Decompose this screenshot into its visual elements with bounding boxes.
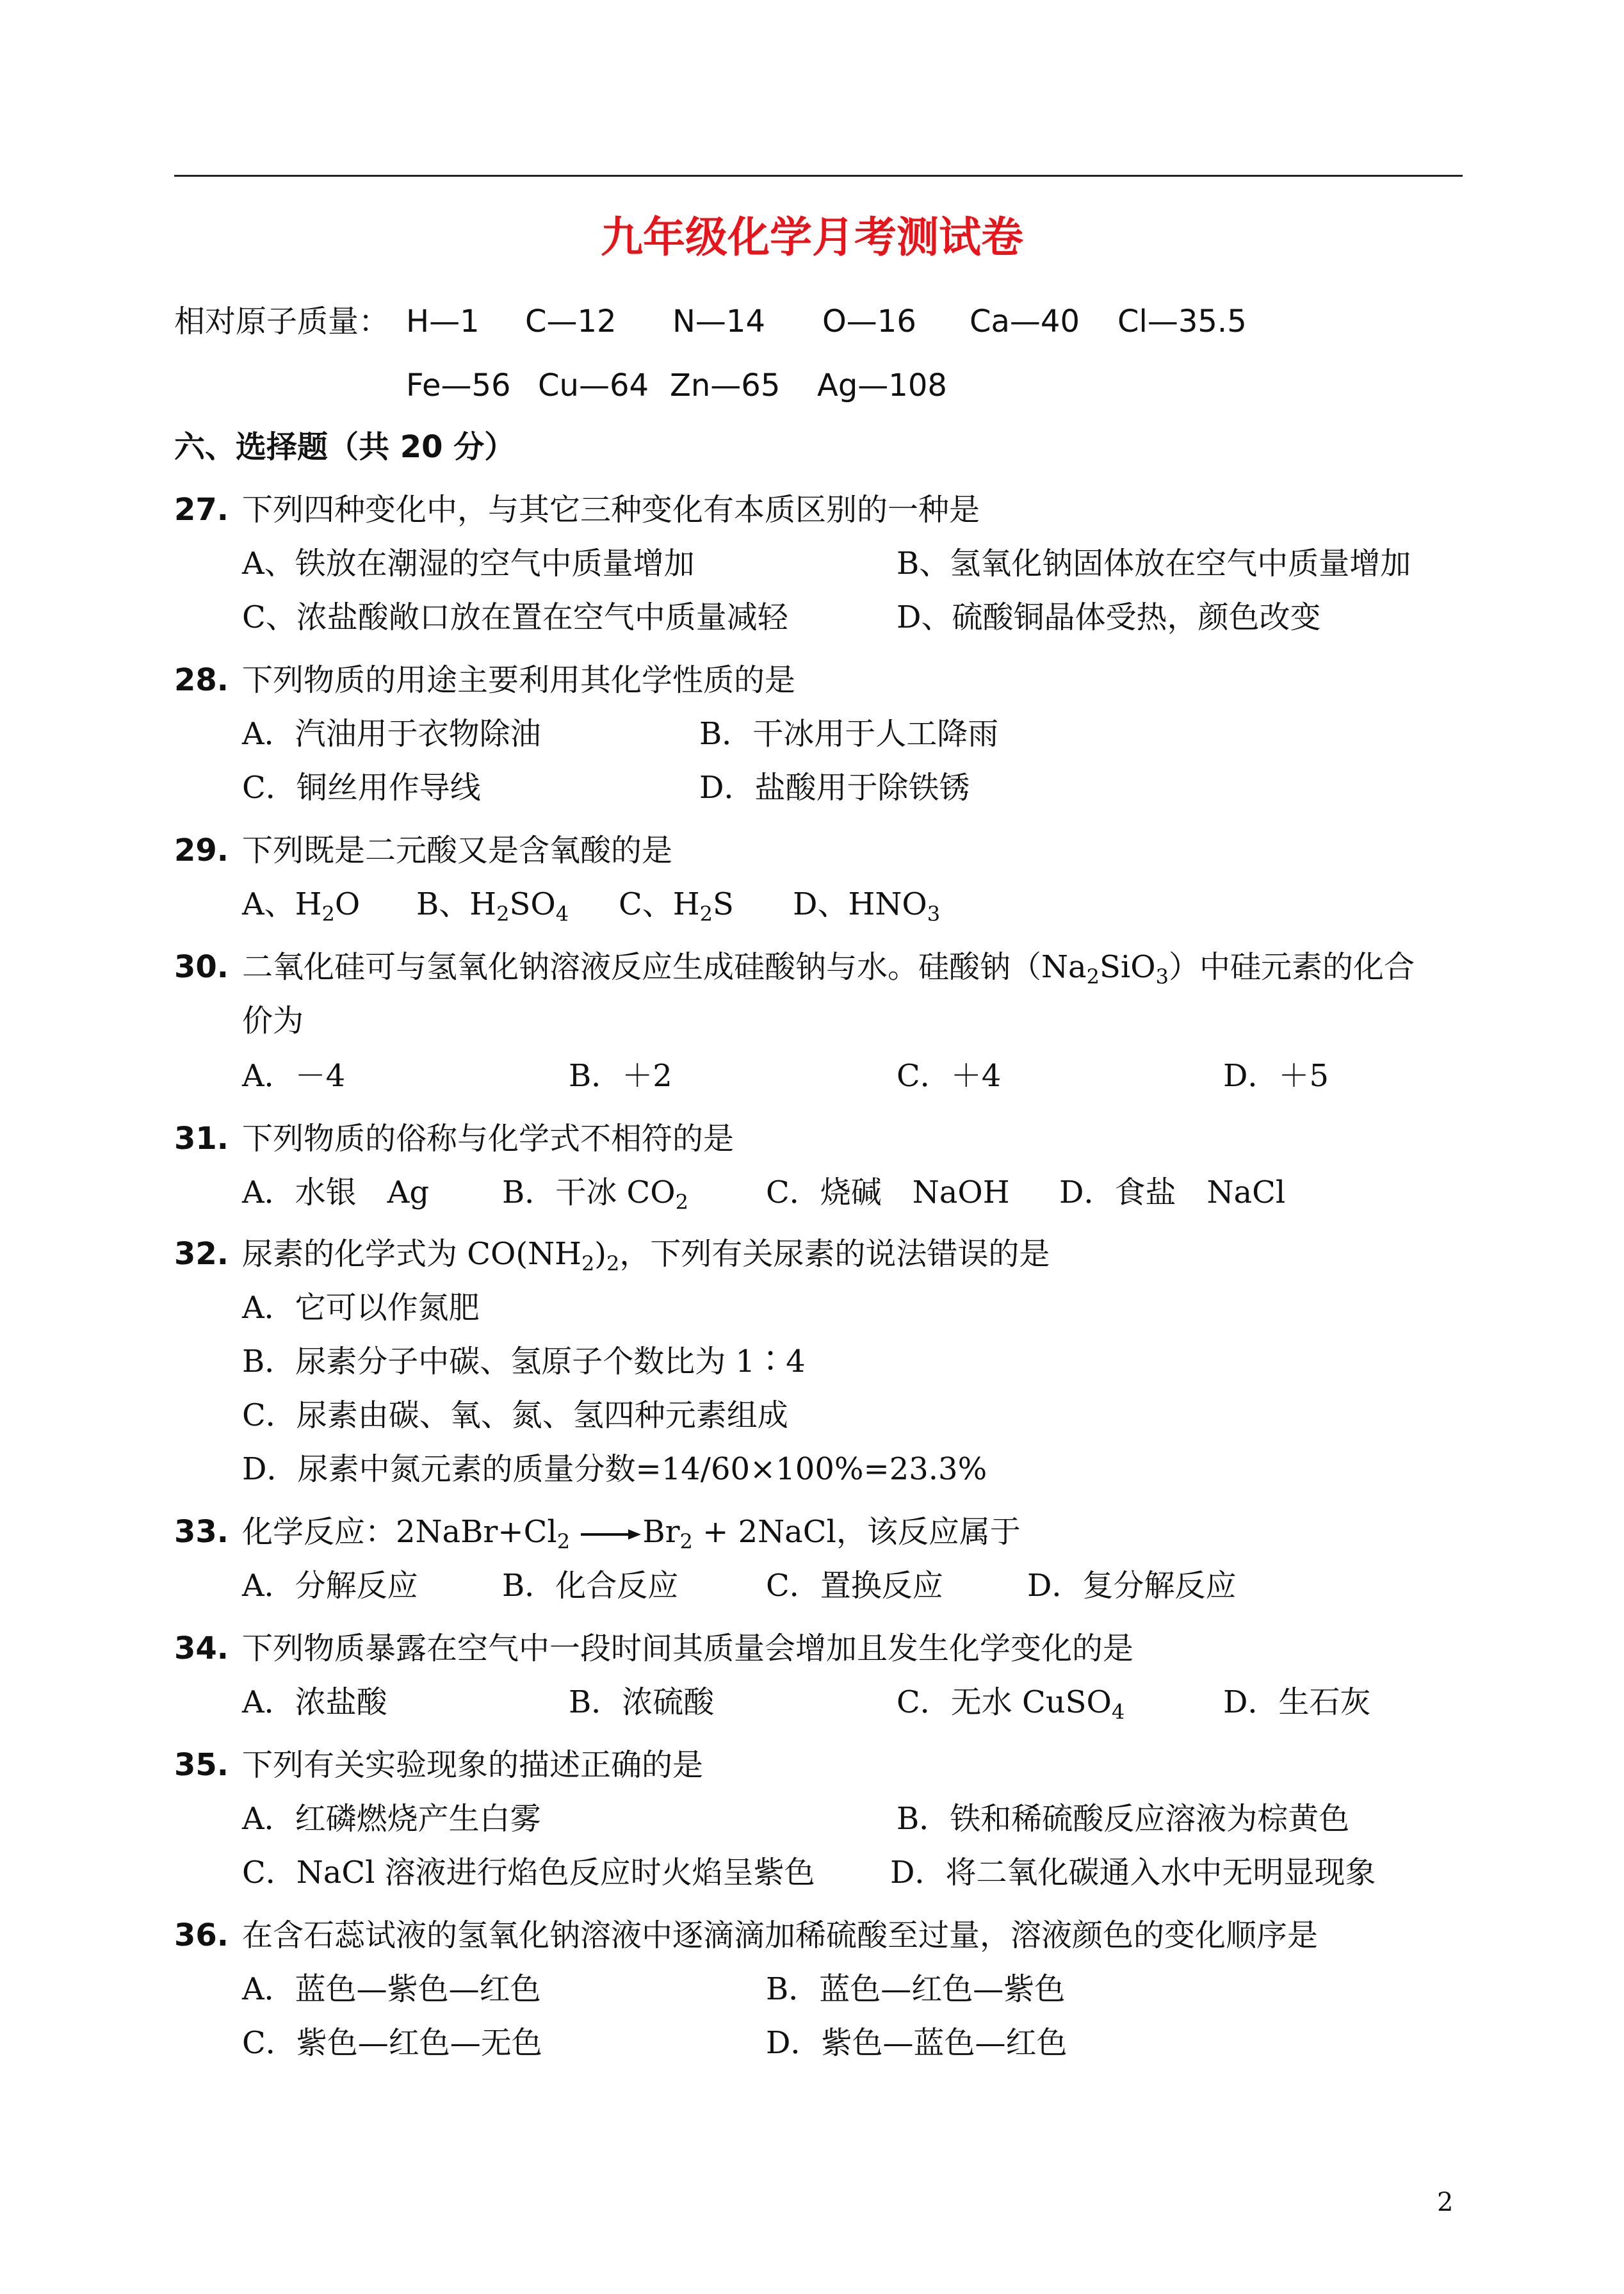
question-stem: 下列四种变化中，与其它三种变化有本质区别的一种是 [242,492,980,528]
atomic-mass-item: N—14 [672,304,765,339]
question-number: 30. [174,949,229,985]
atomic-mass-item: Cl—35.5 [1117,304,1247,339]
question-stem: 在含石蕊试液的氢氧化钠溶液中逐滴滴加稀硫酸至过量，溶液颜色的变化顺序是 [242,1917,1319,1953]
option-c: C．烧碱 NaOH [766,1175,1010,1210]
option-c: C、$H_2S$ [619,886,734,926]
option-b: B、氢氧化钠固体放在空气中质量增加 [897,546,1411,582]
option-a: A．汽油用于衣物除油 [242,716,541,752]
section-heading: 六、选择题（共 20 分） [174,429,516,465]
option-a: A．它可以作氮肥 [242,1290,480,1326]
atomic-mass-item: H—1 [406,304,480,339]
atomic-mass-item: Ca—40 [970,304,1080,339]
question-number: 36. [174,1917,229,1953]
question-stem: 下列既是二元酸又是含氧酸的是 [242,833,673,868]
option-b: B．铁和稀硫酸反应溶液为棕黄色 [897,1801,1350,1837]
option-a: A、铁放在潮湿的空气中质量增加 [242,546,695,582]
option-a: A．浓盐酸 [242,1684,387,1720]
option-a: A．红磷燃烧产生白雾 [242,1801,541,1837]
option-c: C．铜丝用作导线 [242,770,481,806]
reaction-arrow-icon [580,1528,642,1541]
atomic-mass-label: 相对原子质量： [174,304,390,339]
option-d: D．将二氧化碳通入水中无明显现象 [890,1855,1376,1891]
option-a: A．－4 [242,1058,346,1094]
option-b: B．＋2 [569,1058,672,1094]
atomic-mass-item: Fe—56 [406,368,511,403]
option-b: B．蓝色—红色—紫色 [766,1971,1066,2007]
page-title: 九年级化学月考测试卷 [601,213,1023,262]
atomic-mass-item: Ag—108 [817,368,947,403]
atomic-mass-item: O—16 [822,304,916,339]
option-b: B、$H_2SO_4$ [416,886,569,926]
option-d: D．盐酸用于除铁锈 [699,770,970,806]
option-b: B．化合反应 [502,1568,679,1604]
header-rule [174,175,1463,177]
option-a: A．水银 Ag [242,1175,430,1210]
atomic-mass-item: Zn—65 [670,368,781,403]
option-c: C、浓盐酸敞口放在置在空气中质量减轻 [242,599,788,635]
option-d: D．食盐 NaCl [1059,1175,1286,1210]
option-d: D、$HNO_3$ [793,886,941,926]
option-d: D．＋5 [1223,1058,1329,1094]
option-d: D．复分解反应 [1027,1568,1237,1604]
question-stem-continued: 价为 [242,1003,304,1039]
option-d: D．紫色—蓝色—红色 [766,2025,1068,2061]
option-a: A．分解反应 [242,1568,418,1604]
atomic-mass-item: Cu—64 [538,368,649,403]
question-number: 34. [174,1631,229,1666]
option-d: D、硫酸铜晶体受热，颜色改变 [897,599,1321,635]
question-number: 28. [174,662,229,698]
option-c: C．尿素由碳、氧、氮、氢四种元素组成 [242,1397,788,1433]
question-stem: 下列物质暴露在空气中一段时间其质量会增加且发生化学变化的是 [242,1631,1134,1666]
option-c: C．＋4 [897,1058,1002,1094]
option-b: B．干冰用于人工降雨 [699,716,999,752]
question-number: 33. [174,1514,229,1550]
question-stem: 化学反应：$2NaBr+Cl_2$ $Br_2$ + 2NaCl，该反应属于 [242,1514,1021,1554]
question-number: 31. [174,1121,229,1157]
option-c: C．置换反应 [766,1568,943,1604]
option-c: C．NaCl 溶液进行焰色反应时火焰呈紫色 [242,1855,815,1891]
question-number: 27. [174,492,229,528]
option-b: B．浓硫酸 [569,1684,715,1720]
question-number: 29. [174,833,229,868]
question-number: 35. [174,1747,229,1783]
page-number: 2 [1437,2188,1454,2217]
option-a: A．蓝色—紫色—红色 [242,1971,541,2007]
option-d: D．生石灰 [1223,1684,1371,1720]
option-b: B．干冰 $CO_2$ [502,1175,688,1214]
atomic-mass-item: C—12 [525,304,617,339]
option-c: C．无水 CuSO$_4$ [897,1684,1125,1724]
option-d: D．尿素中氮元素的质量分数=14/60×100%=23.3% [242,1451,987,1487]
question-number: 32. [174,1236,229,1272]
option-a: A、$H_2O$ [242,886,361,926]
option-b: B．尿素分子中碳、氢原子个数比为 1∶4 [242,1344,806,1379]
question-stem: 下列物质的俗称与化学式不相符的是 [242,1121,735,1157]
question-stem: 二氧化硅可与氢氧化钠溶液反应生成硅酸钠与水。硅酸钠$(Na_2SiO_3)$中硅元素的化合 [242,949,1415,989]
question-stem: 尿素的化学式为 $CO(NH_2)_2$，下列有关尿素的说法错误的是 [242,1236,1050,1276]
question-stem: 下列有关实验现象的描述正确的是 [242,1747,704,1783]
question-stem: 下列物质的用途主要利用其化学性质的是 [242,662,796,698]
option-c: C．紫色—红色—无色 [242,2025,542,2061]
